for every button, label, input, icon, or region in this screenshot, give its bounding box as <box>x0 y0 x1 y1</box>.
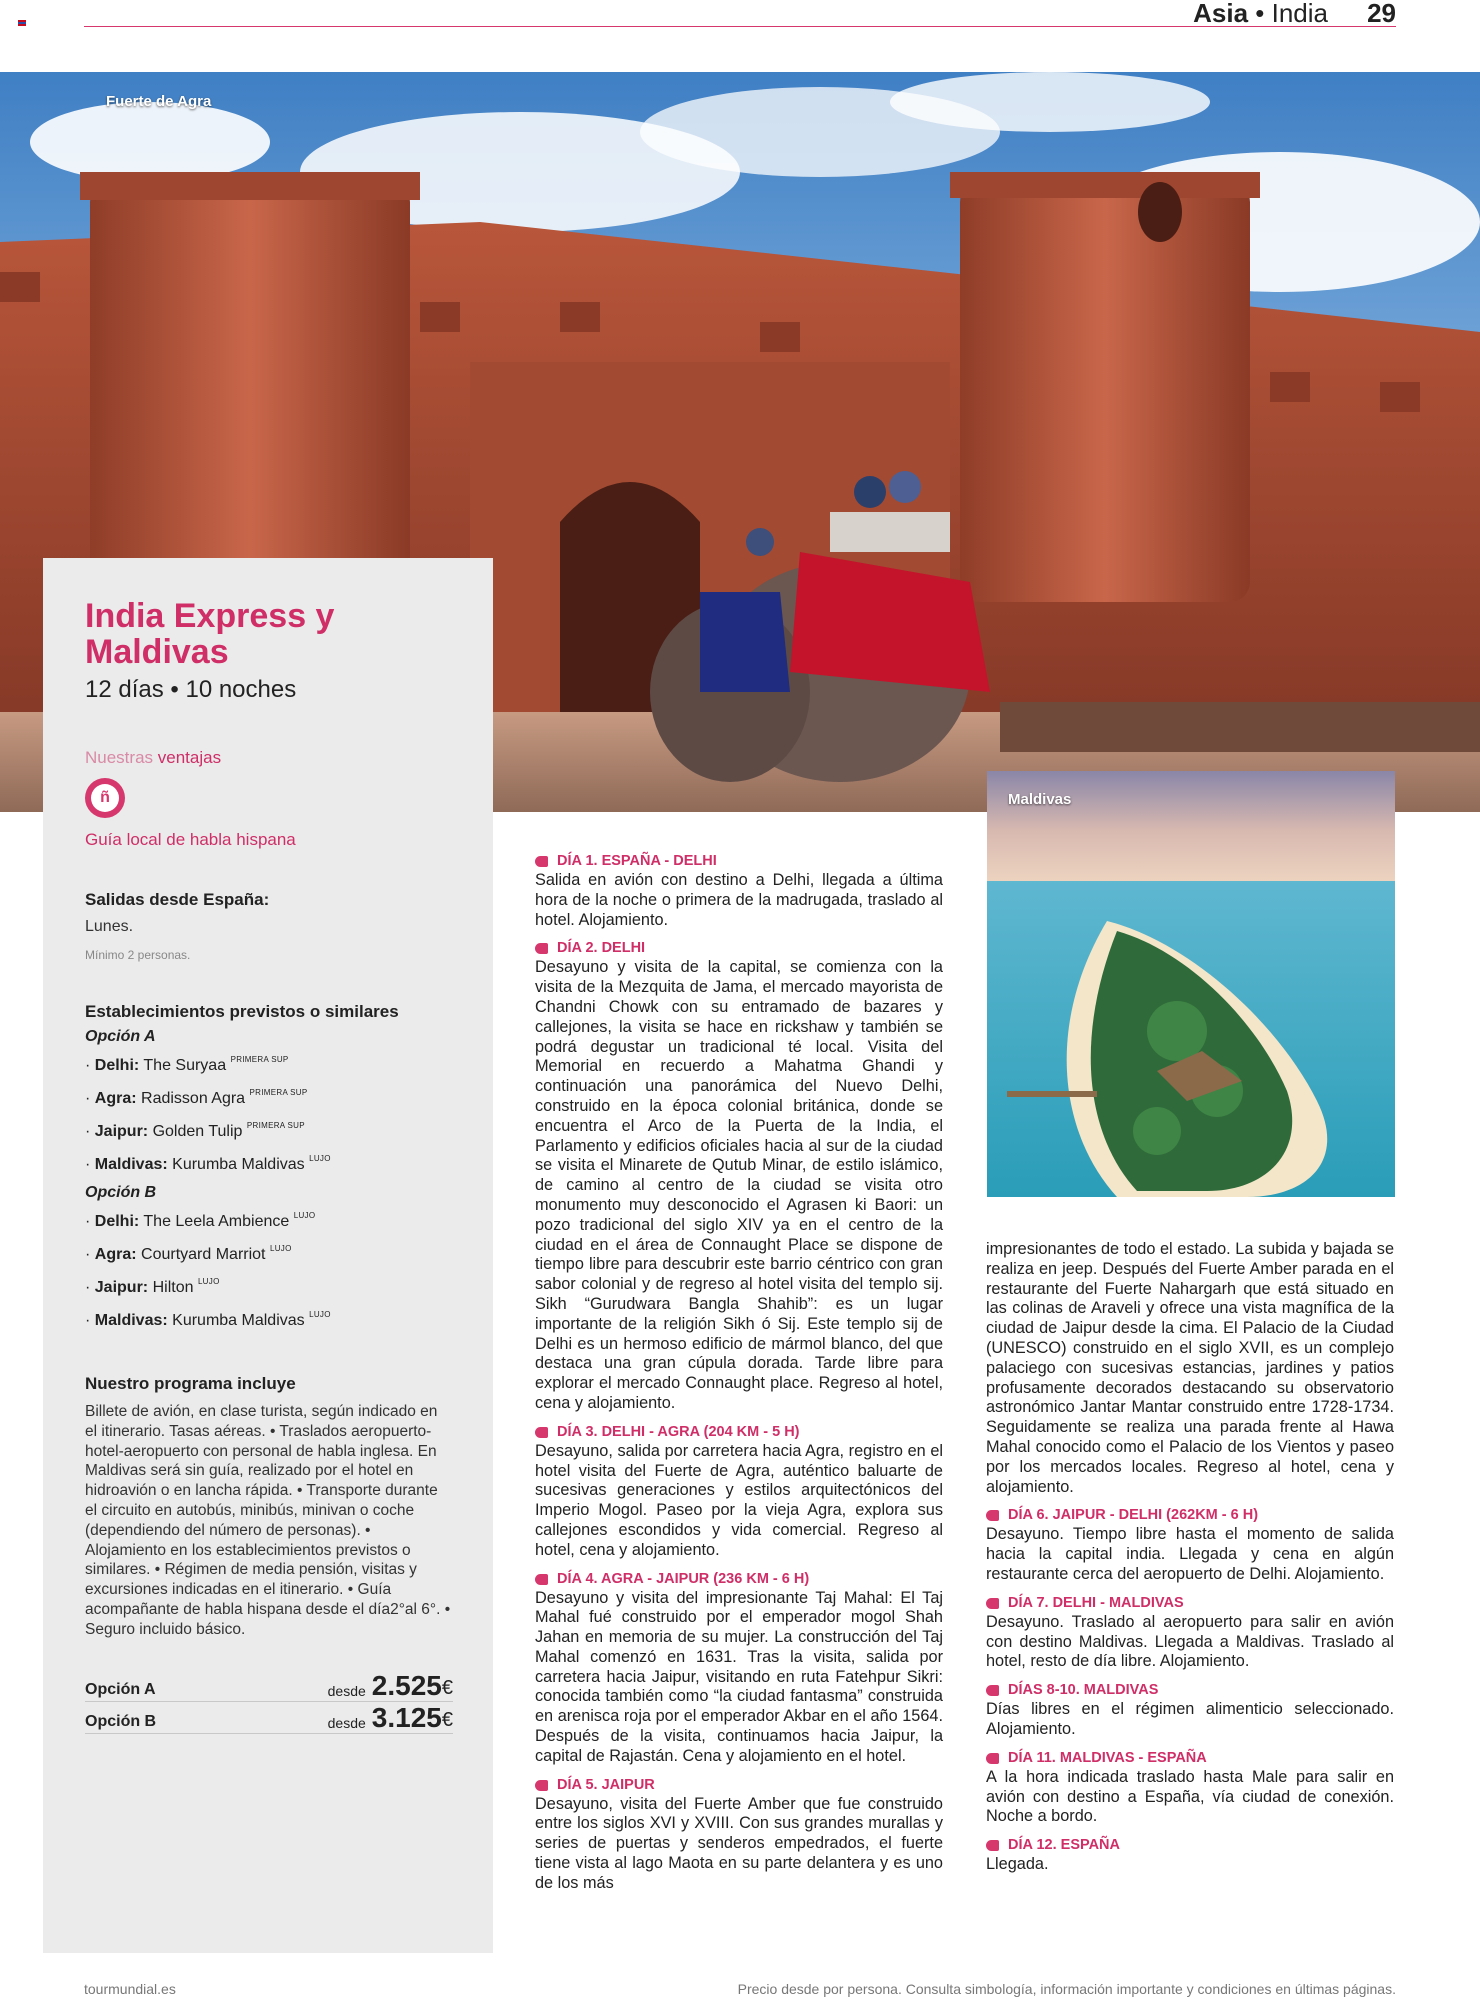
day-text: Desayuno, visita del Fuerte Amber que fue construido entre los siglos XVI y XVIII. Con sus grandes murallas y series de puertas y senderos empedrados, el fuerte tiene vista al lago Maota en su parte delantera y es uno de los más <box>535 1794 943 1892</box>
day-text: Desayuno y visita del impresionante Taj Mahal: El Taj Mahal fué construido por el emperador mogol Shah Jahan en memoria de su mujer. La construcción del Taj Mahal comenzó en 1631. Tras la visita, salida por carretera hacia Jaipur, visitando en ruta Fatehpur Sikri: conocida también como “la ciudad fantasma” construida en arenisca roja por el emperador Akbar en el año 1564. Después de la visita, continuamos hacia Jaipur, la capital de Rajastán. Cena y alojamiento en el hotel. <box>535 1588 943 1765</box>
hotel-category: LUJO <box>309 1154 331 1163</box>
day-text: Desayuno. Traslado al aeropuerto para salir en avión con destino Maldivas. Llegada a Maldivas. Traslado al hotel, resto de día libre. Alojamiento. <box>986 1612 1394 1671</box>
itinerary-column-left <box>535 852 943 1903</box>
day-title-text: DÍA 11. MALDIVAS - ESPAÑA <box>1008 1749 1207 1766</box>
price-row-option-b <box>85 1702 453 1734</box>
breadcrumb-separator: • <box>1255 0 1265 28</box>
bullet-icon <box>986 1510 999 1521</box>
includes-text: Billete de avión, en clase turista, según indicado en el itinerario. Tasas aéreas. • Traslados aeropuerto-hotel-aeropuerto con personal de habla inglesa. En Maldivas será sin guía, realizado por el hotel en hidroavión o en lancha rápida. • Transporte durante el circuito en autobús, minibús, minivan o coche (dependiendo del número de personas). • Alojamiento en los establecimientos previstos o similares. • Régimen de media pensión, visitas y excursiones indicadas en el itinerario. • Guía acompañante de habla hispana desde el día2°al 6°. • Seguro incluido básico. <box>85 1403 451 1638</box>
hotel-category: LUJO <box>309 1310 331 1319</box>
bullet-icon <box>986 1753 999 1764</box>
price-option-label: Opción A <box>85 1680 156 1698</box>
trip-duration: 12 días • 10 noches <box>85 676 297 703</box>
price-currency: € <box>441 1676 453 1699</box>
itinerary-day <box>535 852 943 930</box>
price-amount: 2.525 <box>371 1669 442 1701</box>
hotel-category: PRIMERA SUP <box>230 1055 289 1064</box>
option-a-label: Opción A <box>85 1028 156 1045</box>
price-row-option-a <box>85 1670 453 1702</box>
hotel-name: Kurumba Maldivas <box>172 1312 305 1329</box>
hotel-city: Delhi: <box>94 1057 140 1074</box>
itinerary-day <box>535 1570 943 1767</box>
day-title-text: DÍA 12. ESPAÑA <box>1008 1837 1120 1854</box>
maldivas-caption: Maldivas <box>1008 791 1072 808</box>
hotel-city: Maldivas: <box>94 1312 168 1329</box>
hotel-row: · Jaipur: Hilton $^{LUJO}$ <box>85 1277 220 1296</box>
hotel-category: LUJO <box>293 1211 316 1220</box>
hotel-name: Radisson Agra <box>141 1090 246 1107</box>
bullet-icon <box>535 1574 548 1585</box>
hotel-name: The Leela Ambience <box>143 1213 290 1230</box>
hero-caption: Fuerte de Agra <box>106 93 212 110</box>
day-text: Llegada. <box>986 1855 1049 1874</box>
hotel-category: LUJO <box>269 1244 292 1253</box>
bullet-icon <box>535 1780 548 1791</box>
hotel-name: Hilton <box>152 1279 194 1296</box>
day-text: Salida en avión con destino a Delhi, llegada a última hora de la noche o primera de la madrugada, traslado al hotel. Alojamiento. <box>535 871 943 929</box>
hotel-row: · Jaipur: Golden Tulip $^{PRIMERA SUP}$ <box>85 1121 305 1140</box>
includes-heading: Nuestro programa incluye <box>85 1374 296 1393</box>
hotel-row: · Agra: Radisson Agra $^{PRIMERA SUP}$ <box>85 1088 308 1107</box>
day-title-text: DÍAS 8-10. MALDIVAS <box>1008 1682 1159 1699</box>
spanish-guide-icon-glyph: ñ <box>91 784 119 812</box>
itinerary-day <box>535 1423 943 1561</box>
day-text: A la hora indicada traslado hasta Male para salir en avión con destino a España, vía ciudad de conexión. Noche a bordo. <box>986 1767 1394 1826</box>
hotel-category: PRIMERA SUP <box>246 1121 305 1130</box>
itinerary-day <box>535 1776 943 1894</box>
hotel-category: LUJO <box>197 1277 220 1286</box>
advantages-label <box>85 748 451 768</box>
hotel-city: Maldivas: <box>94 1156 168 1173</box>
departures-heading: Salidas desde España: <box>85 890 270 909</box>
option-b-hotel-list <box>85 1202 451 1334</box>
hotel-row: · Delhi: The Leela Ambience $^{LUJO}$ <box>85 1211 316 1230</box>
day-title <box>535 1776 943 1795</box>
bullet-icon <box>986 1685 999 1696</box>
bullet-icon <box>535 1427 548 1438</box>
day-title <box>986 1836 1394 1855</box>
bullet-icon <box>535 856 548 867</box>
day-title-text: DÍA 6. JAIPUR - DELHI (262KM - 6 H) <box>1008 1507 1259 1524</box>
breadcrumb <box>1193 0 1328 29</box>
maldivas-island-illustration <box>987 771 1395 1197</box>
day-title-text: DÍA 5. JAIPUR <box>557 1776 655 1793</box>
hotel-city: Agra: <box>94 1090 137 1107</box>
day-text: Días libres en el régimen alimenticio seleccionado. Alojamiento. <box>986 1700 1394 1738</box>
price-currency: € <box>441 1708 453 1731</box>
hotel-row: · Delhi: The Suryaa $^{PRIMERA SUP}$ <box>85 1055 289 1074</box>
price-option-label: Opción B <box>85 1712 157 1730</box>
day-title <box>535 1570 943 1589</box>
advantages-label-light: Nuestras <box>85 748 154 767</box>
day-text: Desayuno y visita de la capital, se comienza con la visita de la Mezquita de Jama, el mercado mayorista de Chandni Chowk con su entramado de bazares y callejones, la visita se hace en rickshaw y también se podrá degustar un tradicional té local. Visita del Memorial en recuerdo a Mahatma Ghandi y continuación una panorámica del Nuevo Delhi, construido en la época colonial británica, donde se encuentra el Arco de la Puerta de la India, el Parlamento y edificios oficiales hacia al sur de la ciudad se visita el Minarete de Qutub Minar, de estilo islámico, de camino al centro de la ciudad se visita otro monumento muy desconocido el Agrasen ki Baori: un pozo tradicional del siglo XIV ya en el centro de la ciudad en el área de Connaught Place se dispone de tiempo libre para descubrir este barrio céntrico con gran sabor colonial y de regreso al hotel visita del templo sij. Sikh “Gurudwara Bangla Shahib”: es un lugar importante de la religión Sikh ó Sij. Este templo sij de Delhi es un hermoso edificio de mármol blanco, del que destaca una gran cúpula dorada. Tarde libre para explorar el mercado Connaught place. Regreso al hotel, cena y alojamiento. <box>535 958 943 1412</box>
itinerary-day <box>535 939 943 1413</box>
itinerary-day <box>986 1836 1394 1875</box>
day-text: impresionantes de todo el estado. La subida y bajada se realiza en jeep. Después del Fuerte Amber parada en el restaurante del Fuerte Nahargarh que está situado en las colinas de Araveli y ofrece una vista magnífica de la ciudad de Jaipur desde la cima. El Palacio de la Ciudad (UNESCO) construido en el siglo XVII, es un complejo palaciego con sucesivas estancias, jardines y patios profusamente decorados destacando su observatorio astronómico Jantar Mantar construido entre 1728-1734. Seguidamente se realiza una parada frente al Hawa Mahal conocido como el Palacio de los Vientos y paseo por los mercados locales. Regreso al hotel, cena y alojamiento. <box>986 1240 1394 1496</box>
bullet-icon <box>986 1840 999 1851</box>
hotel-name: The Suryaa <box>143 1057 227 1074</box>
trip-title: India Express y Maldivas <box>85 597 335 671</box>
day-title-text: DÍA 2. DELHI <box>557 940 646 957</box>
price-amount: 3.125 <box>371 1701 442 1733</box>
day-title <box>535 939 943 958</box>
itinerary-day <box>986 1506 1394 1584</box>
option-a-hotel-list <box>85 1046 451 1178</box>
day-title-text: DÍA 7. DELHI - MALDIVAS <box>1008 1594 1184 1611</box>
departures-value: Lunes. <box>85 918 134 935</box>
itinerary-column-right <box>986 1240 1394 1884</box>
hotel-name: Golden Tulip <box>152 1123 243 1140</box>
itinerary-day <box>986 1681 1394 1740</box>
day-title <box>986 1506 1394 1525</box>
hotel-row: · Maldivas: Kurumba Maldivas $^{LUJO}$ <box>85 1310 331 1329</box>
day-title-text: DÍA 3. DELHI - AGRA (204 KM - 5 H) <box>557 1423 800 1440</box>
maldivas-photo <box>987 771 1395 1197</box>
day-title <box>986 1594 1394 1613</box>
day-title <box>986 1749 1394 1768</box>
price-from-label: desde <box>327 1682 366 1699</box>
advantage-spanish-guide: Guía local de habla hispana <box>85 830 296 849</box>
option-b-label: Opción B <box>85 1184 157 1201</box>
hotel-name: Courtyard Marriot <box>141 1246 266 1263</box>
price-from-label: desde <box>327 1714 366 1731</box>
price-table <box>85 1670 451 1734</box>
day-title <box>535 1423 943 1442</box>
footer-website-link[interactable]: tourmundial.es <box>84 1981 176 1997</box>
day-text: Desayuno. Tiempo libre hasta el momento de salida hacia la capital india. Llegada y cena en algún restaurante cerca del aeropuerto de Delhi. Alojamiento. <box>986 1525 1394 1583</box>
day-title <box>535 852 943 871</box>
breadcrumb-region: Asia <box>1193 0 1249 28</box>
day-text: Desayuno, salida por carretera hacia Agra, registro en el hotel visita del Fuerte de Agra, auténtico baluarte de sucesivas generaciones y estilos arquitectónicos del Imperio Mogol. Paseo por la vieja Agra, explora sus callejones escondidos y vida comercial. Regreso al hotel, cena y alojamiento. <box>535 1441 943 1559</box>
footer-note: Precio desde por persona. Consulta simbología, información importante y condiciones en últimas páginas. <box>737 1981 1396 1997</box>
hotel-city: Jaipur: <box>94 1279 149 1296</box>
itinerary-day <box>986 1749 1394 1827</box>
hotels-heading: Establecimientos previstos o similares <box>85 1002 399 1021</box>
advantages-label-bold: ventajas <box>157 748 222 767</box>
spanish-guide-icon <box>85 778 125 818</box>
hotel-city: Jaipur: <box>94 1123 149 1140</box>
hotel-name: Kurumba Maldivas <box>172 1156 305 1173</box>
hotel-city: Agra: <box>94 1246 137 1263</box>
itinerary-day <box>986 1594 1394 1672</box>
flag-icon <box>18 20 26 26</box>
hotel-row: · Maldivas: Kurumba Maldivas $^{LUJO}$ <box>85 1154 331 1173</box>
hotel-city: Delhi: <box>94 1213 140 1230</box>
day-title-text: DÍA 1. ESPAÑA - DELHI <box>557 853 717 869</box>
hotel-row: · Agra: Courtyard Marriot $^{LUJO}$ <box>85 1244 292 1263</box>
day-title-text: DÍA 4. AGRA - JAIPUR (236 KM - 6 H) <box>557 1570 810 1587</box>
page-number: 29 <box>1367 0 1396 28</box>
day-title <box>986 1681 1394 1700</box>
hotel-category: PRIMERA SUP <box>249 1088 308 1097</box>
breadcrumb-country: India <box>1271 0 1328 28</box>
minimum-persons-note: Mínimo 2 personas. <box>85 948 191 962</box>
bullet-icon <box>986 1598 999 1609</box>
itinerary-day-continued <box>986 1240 1394 1497</box>
trip-summary-panel <box>43 558 493 1953</box>
bullet-icon <box>535 943 548 954</box>
